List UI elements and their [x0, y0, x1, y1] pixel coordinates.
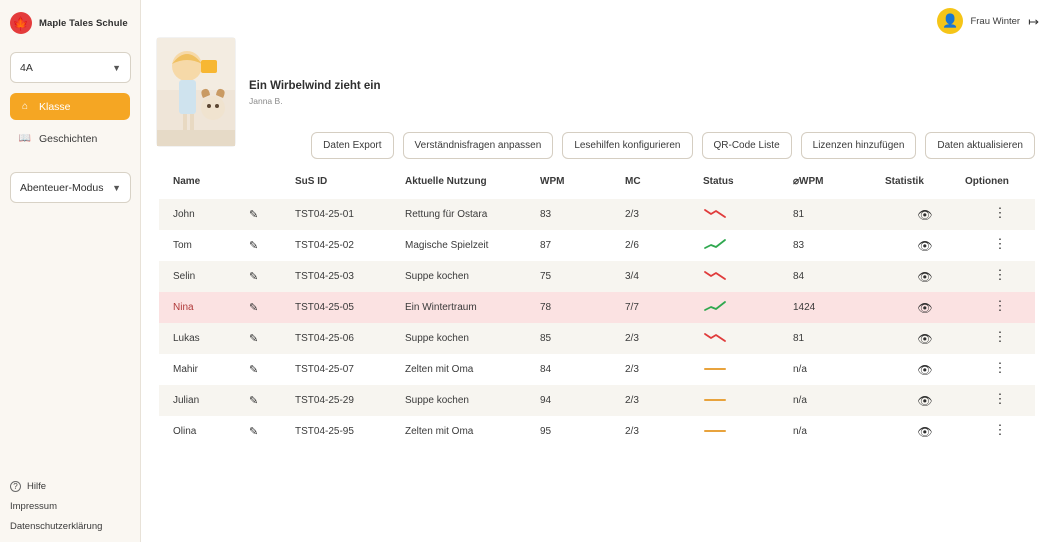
- cell-mc: 2/3: [625, 333, 639, 344]
- user-chip[interactable]: [937, 8, 1039, 34]
- students-table: [159, 176, 1035, 447]
- brand: [0, 0, 140, 44]
- cell-name: John: [173, 209, 195, 220]
- sidebar-footer: [0, 481, 141, 532]
- kebab-menu-icon[interactable]: ⋮: [993, 267, 1007, 282]
- cell-wpm: 87: [540, 240, 552, 251]
- lesehilfen-konfigurieren-button[interactable]: Lesehilfen konfigurieren: [562, 132, 692, 159]
- kebab-menu-icon[interactable]: ⋮: [993, 236, 1007, 251]
- edit-name-button[interactable]: [249, 416, 295, 447]
- class-select-value: 4A: [20, 61, 33, 74]
- edit-name-button[interactable]: [249, 323, 295, 354]
- eye-icon[interactable]: 👁: [917, 331, 933, 346]
- cell-sus-id: TST04-25-02: [295, 240, 354, 251]
- cell-name: Mahir: [173, 364, 199, 375]
- table-body: [159, 199, 1035, 447]
- eye-icon[interactable]: 👁: [917, 393, 933, 408]
- daten-export-button[interactable]: Daten Export: [311, 132, 393, 159]
- footer-link-label-hilfe: Hilfe: [27, 481, 47, 492]
- sidebar-nav: [0, 93, 140, 152]
- eye-icon[interactable]: 👁: [917, 238, 933, 253]
- cell-wpm: 75: [540, 271, 552, 282]
- cell-aktuelle-nutzung: Zelten mit Oma: [405, 364, 474, 375]
- story-header: [141, 38, 1053, 146]
- edit-name-button[interactable]: [249, 230, 295, 261]
- pencil-icon[interactable]: ✎: [249, 302, 259, 314]
- status-badge: [703, 261, 793, 292]
- table-row[interactable]: [159, 416, 1035, 447]
- toolbar: [141, 132, 1053, 159]
- eye-icon[interactable]: 👁: [917, 424, 933, 439]
- cell-sus-id: TST04-25-01: [295, 209, 354, 220]
- cell-name: Lukas: [173, 333, 200, 344]
- statistik-button[interactable]: [885, 385, 965, 416]
- cell-aktuelle-nutzung: Magische Spielzeit: [405, 240, 489, 251]
- cell-average-wpm: n/a: [793, 364, 807, 375]
- chevron-down-icon: ▼: [112, 182, 121, 193]
- edit-name-button[interactable]: [249, 354, 295, 385]
- column-header-wpm: WPM: [540, 176, 565, 187]
- kebab-menu-icon[interactable]: ⋮: [993, 205, 1007, 220]
- sidebar-item-label-klasse: Klasse: [39, 100, 71, 113]
- cell-mc: 3/4: [625, 271, 639, 282]
- status-badge: [703, 230, 793, 261]
- kebab-menu-icon[interactable]: ⋮: [993, 329, 1007, 344]
- cell-wpm: 83: [540, 209, 552, 220]
- mode-select[interactable]: [10, 172, 131, 203]
- optionen-button[interactable]: [965, 292, 1035, 323]
- cell-name: Tom: [173, 240, 192, 251]
- sidebar: [0, 0, 141, 542]
- cell-mc: 2/3: [625, 395, 639, 406]
- optionen-button[interactable]: [965, 385, 1035, 416]
- kebab-menu-icon[interactable]: ⋮: [993, 422, 1007, 437]
- cell-mc: 2/3: [625, 364, 639, 375]
- column-header-optionen: Optionen: [965, 176, 1009, 187]
- kebab-menu-icon[interactable]: ⋮: [993, 360, 1007, 375]
- statistik-button[interactable]: [885, 416, 965, 447]
- statistik-button[interactable]: [885, 323, 965, 354]
- brand-name: Maple Tales Schule: [39, 17, 128, 29]
- home-icon: ⌂: [21, 100, 29, 112]
- cell-sus-id: TST04-25-05: [295, 302, 354, 313]
- main-content: [141, 0, 1053, 542]
- table-row[interactable]: [159, 199, 1035, 230]
- sidebar-item-geschichten[interactable]: [10, 125, 130, 152]
- cell-average-wpm: 84: [793, 271, 805, 282]
- edit-name-button[interactable]: [249, 261, 295, 292]
- status-badge: [703, 416, 793, 447]
- pencil-icon[interactable]: ✎: [249, 209, 259, 221]
- cell-average-wpm: 1424: [793, 302, 816, 313]
- cell-sus-id: TST04-25-29: [295, 395, 354, 406]
- cell-wpm: 85: [540, 333, 552, 344]
- column-header-mc: MC: [625, 176, 641, 187]
- edit-name-button[interactable]: [249, 292, 295, 323]
- user-avatar-icon: 👤: [937, 8, 963, 34]
- cell-mc: 7/7: [625, 302, 639, 313]
- status-badge: [703, 385, 793, 416]
- cell-name: Julian: [173, 395, 200, 406]
- story-meta: [249, 38, 381, 106]
- cell-mc: 2/6: [625, 240, 639, 251]
- lizenzen-hinzufuegen-button[interactable]: Lizenzen hinzufügen: [801, 132, 917, 159]
- story-title: Ein Wirbelwind zieht ein: [249, 80, 381, 92]
- optionen-button[interactable]: [965, 261, 1035, 292]
- cell-mc: 2/3: [625, 209, 639, 220]
- cell-name: Selin: [173, 271, 196, 282]
- class-select[interactable]: [10, 52, 131, 83]
- eye-icon[interactable]: 👁: [917, 269, 933, 284]
- cell-aktuelle-nutzung: Rettung für Ostara: [405, 209, 488, 220]
- status-badge: [703, 199, 793, 230]
- story-author: Janna B.: [249, 96, 283, 106]
- statistik-button[interactable]: [885, 354, 965, 385]
- pencil-icon[interactable]: ✎: [249, 426, 259, 438]
- table-row[interactable]: [159, 292, 1035, 323]
- column-header-name: Name: [173, 176, 201, 187]
- edit-name-button[interactable]: [249, 199, 295, 230]
- column-header-edit: [249, 176, 295, 199]
- footer-link-label-impressum: Impressum: [10, 501, 57, 512]
- topbar: [141, 0, 1053, 42]
- cell-wpm: 78: [540, 302, 552, 313]
- cell-aktuelle-nutzung: Suppe kochen: [405, 395, 469, 406]
- table-row[interactable]: [159, 323, 1035, 354]
- cell-average-wpm: 81: [793, 333, 805, 344]
- help-icon: ?: [10, 481, 21, 492]
- status-badge: [703, 354, 793, 385]
- pencil-icon[interactable]: ✎: [249, 395, 259, 407]
- eye-icon[interactable]: 👁: [917, 207, 933, 222]
- pencil-icon[interactable]: ✎: [249, 364, 259, 376]
- class-select-wrap: [10, 52, 130, 83]
- column-header-status: Status: [703, 176, 734, 187]
- kebab-menu-icon[interactable]: ⋮: [993, 298, 1007, 313]
- optionen-button[interactable]: [965, 199, 1035, 230]
- sidebar-item-klasse[interactable]: [10, 93, 130, 120]
- cell-aktuelle-nutzung: Zelten mit Oma: [405, 426, 474, 437]
- book-icon: 📖: [18, 132, 32, 144]
- kebab-menu-icon[interactable]: ⋮: [993, 391, 1007, 406]
- table-row[interactable]: [159, 385, 1035, 416]
- cell-wpm: 95: [540, 426, 552, 437]
- cell-average-wpm: n/a: [793, 426, 807, 437]
- column-header-aktuelle-nutzung: Aktuelle Nutzung: [405, 176, 487, 187]
- footer-link-label-datenschutz: Datenschutzerklärung: [10, 521, 103, 532]
- eye-icon[interactable]: 👁: [917, 300, 933, 315]
- qr-code-liste-button[interactable]: QR-Code Liste: [702, 132, 792, 159]
- chevron-down-icon: ▼: [112, 62, 121, 73]
- footer-link-datenschutz[interactable]: [10, 521, 131, 532]
- status-badge: [703, 323, 793, 354]
- cell-aktuelle-nutzung: Suppe kochen: [405, 271, 469, 282]
- cell-name: Nina: [173, 302, 194, 313]
- optionen-button[interactable]: [965, 354, 1035, 385]
- footer-link-hilfe[interactable]: [10, 481, 131, 492]
- user-name: Frau Winter: [970, 15, 1021, 27]
- optionen-button[interactable]: [965, 323, 1035, 354]
- table-row[interactable]: [159, 354, 1035, 385]
- cell-sus-id: TST04-25-95: [295, 426, 354, 437]
- cell-mc: 2/3: [625, 426, 639, 437]
- pencil-icon[interactable]: ✎: [249, 271, 259, 283]
- cell-name: Olina: [173, 426, 197, 437]
- book-cover: [157, 38, 235, 146]
- table-header-row: [159, 176, 1035, 199]
- table-row[interactable]: [159, 230, 1035, 261]
- logout-icon[interactable]: ↦: [1028, 13, 1039, 29]
- verstaendnisfragen-anpassen-button[interactable]: Verständnisfragen anpassen: [403, 132, 554, 159]
- footer-link-impressum[interactable]: [10, 501, 131, 512]
- column-header-awpm: ⌀WPM: [793, 176, 824, 187]
- optionen-button[interactable]: [965, 416, 1035, 447]
- cell-aktuelle-nutzung: Ein Wintertraum: [405, 302, 477, 313]
- status-badge: [703, 292, 793, 323]
- cell-sus-id: TST04-25-03: [295, 271, 354, 282]
- statistik-button[interactable]: [885, 261, 965, 292]
- pencil-icon[interactable]: ✎: [249, 240, 259, 252]
- daten-aktualisieren-button[interactable]: Daten aktualisieren: [925, 132, 1035, 159]
- cell-average-wpm: 83: [793, 240, 805, 251]
- mode-select-wrap: [10, 172, 130, 203]
- cell-aktuelle-nutzung: Suppe kochen: [405, 333, 469, 344]
- cell-average-wpm: n/a: [793, 395, 807, 406]
- cell-sus-id: TST04-25-06: [295, 333, 354, 344]
- pencil-icon[interactable]: ✎: [249, 333, 259, 345]
- table-head: [159, 176, 1035, 199]
- optionen-button[interactable]: [965, 230, 1035, 261]
- sidebar-item-label-geschichten: Geschichten: [39, 132, 98, 145]
- maple-leaf-icon: 🍁: [10, 12, 32, 34]
- cell-average-wpm: 81: [793, 209, 805, 220]
- cell-wpm: 84: [540, 364, 552, 375]
- mode-select-value: Abenteuer-Modus: [20, 181, 104, 194]
- statistik-button[interactable]: [885, 230, 965, 261]
- statistik-button[interactable]: [885, 292, 965, 323]
- edit-name-button[interactable]: [249, 385, 295, 416]
- statistik-button[interactable]: [885, 199, 965, 230]
- cell-wpm: 94: [540, 395, 552, 406]
- column-header-statistik: Statistik: [885, 176, 924, 187]
- students-table-wrap: [159, 176, 1035, 447]
- column-header-sus-id: SuS ID: [295, 176, 328, 187]
- cell-sus-id: TST04-25-07: [295, 364, 354, 375]
- table-row[interactable]: [159, 261, 1035, 292]
- eye-icon[interactable]: 👁: [917, 362, 933, 377]
